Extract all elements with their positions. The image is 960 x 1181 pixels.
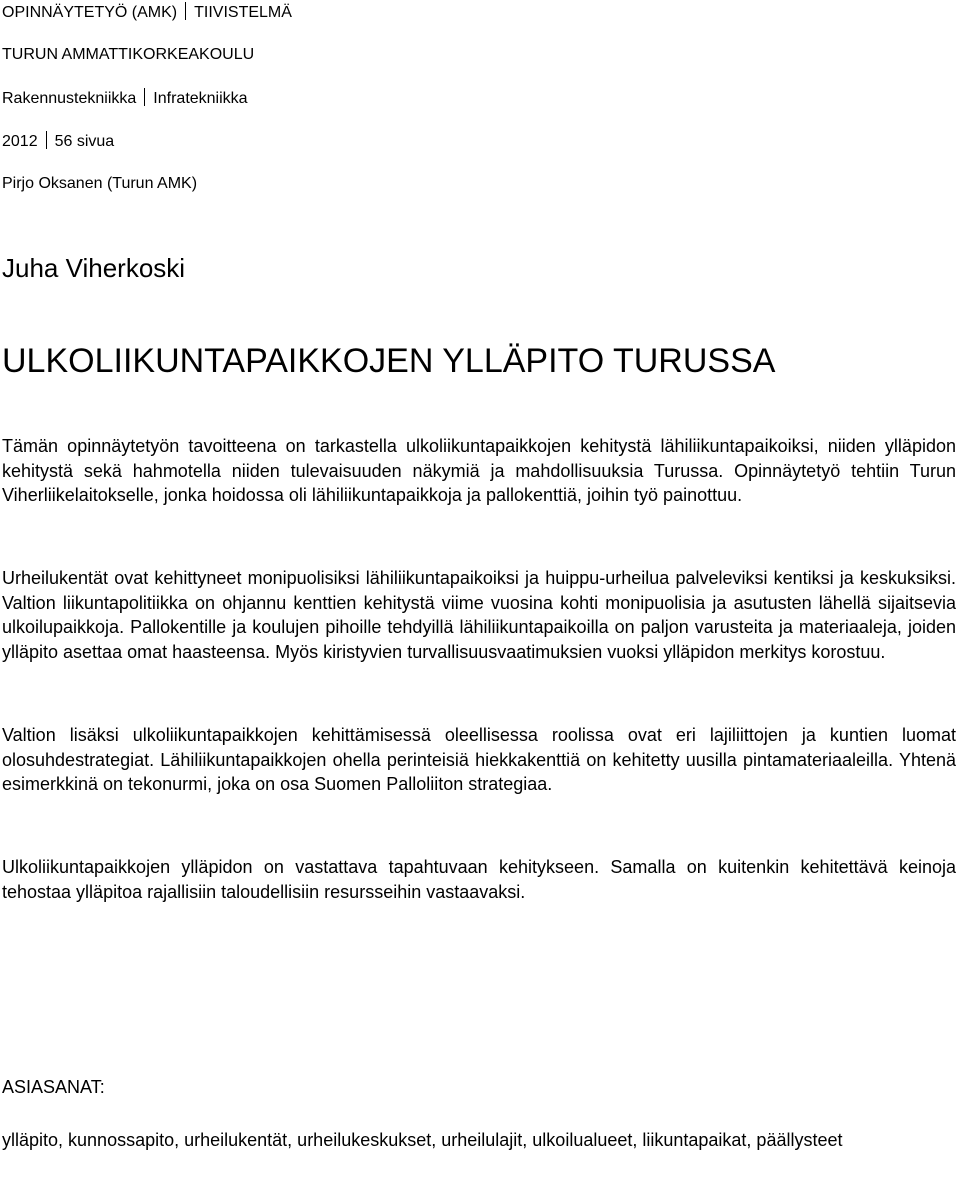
document-subtype: TIIVISTELMÄ <box>194 4 292 21</box>
abstract-paragraph-2: Urheilukentät ovat kehittyneet monipuolisiksi lähiliikuntapaikoiksi ja huippu-urheilua palveleviksi kentiksi ja keskuksiksi. Valtion liikuntapolitiikka on ohjannu kenttien kehitystä viime vuosina kohti monipuolisia ja asutusten lähellä sijaitsevia ulkoilupaikkoja. Pallokentille ja koulujen pihoille tehdyillä lähiliikuntapaikoilla on paljon varusteita ja materiaaleja, joiden ylläpito asettaa omat haasteensa. Myös kiristyvien turvallisuusvaatimuksien vuoksi ylläpidon merkitys korostuu. <box>2 568 956 662</box>
school: TURUN AMMATTIKORKEAKOULU <box>2 46 255 63</box>
year-pages-line <box>2 131 114 152</box>
program: Rakennustekniikka <box>2 90 137 107</box>
separator <box>144 88 145 106</box>
document-type-line <box>2 2 292 23</box>
degree-program-line <box>2 88 248 109</box>
thesis-title: ULKOLIIKUNTAPAIKKOJEN YLLÄPITO TURUSSA <box>2 342 776 380</box>
abstract-paragraph-1: Tämän opinnäytetyön tavoitteena on tarkastella ulkoliikuntapaikkojen kehitystä lähiliikuntapaikoiksi, niiden ylläpidon kehitystä sekä hahmotella niiden tulevaisuuden näkymiä ja mahdollisuuksia Turussa. Opinnäytetyö tehtiin Turun Viherliikelaitokselle, jonka hoidossa oli lähiliikuntapaikkoja ja pallokenttiä, joihin työ painottuu. <box>2 436 956 506</box>
abstract-paragraph-3: Valtion lisäksi ulkoliikuntapaikkojen kehittämisessä oleellisessa roolissa ovat eri lajiliittojen ja kuntien luomat olosuhdestrategiat. Lähiliikuntapaikkojen ohella perinteisiä hiekkakenttiä on kehitetty uusilla pintamateriaaleilla. Yhtenä esimerkkinä on tekonurmi, joka on osa Suomen Palloliiton strategiaa. <box>2 725 956 795</box>
separator <box>185 2 186 20</box>
specialization: Infratekniikka <box>153 90 248 107</box>
year: 2012 <box>2 133 38 150</box>
supervisor: Pirjo Oksanen (Turun AMK) <box>2 175 198 192</box>
school-name <box>2 45 254 65</box>
author-name: Juha Viherkoski <box>2 253 186 283</box>
keywords-heading: ASIASANAT: <box>2 1077 105 1097</box>
page-count: 56 sivua <box>54 133 115 150</box>
abstract-paragraph-4: Ulkoliikuntapaikkojen ylläpidon on vastattava tapahtuvaan kehitykseen. Samalla on kuitenkin kehitettävä keinoja tehostaa ylläpitoa rajallisiin taloudellisiin resursseihin vastaavaksi. <box>2 857 956 902</box>
keywords-list: ylläpito, kunnossapito, urheilukentät, urheilukeskukset, urheilulajit, ulkoilualueet, liikuntapaikat, päällysteet <box>2 1130 843 1150</box>
separator <box>46 131 47 149</box>
document-type: OPINNÄYTETYÖ (AMK) <box>2 4 178 21</box>
supervisor-line <box>2 174 197 194</box>
